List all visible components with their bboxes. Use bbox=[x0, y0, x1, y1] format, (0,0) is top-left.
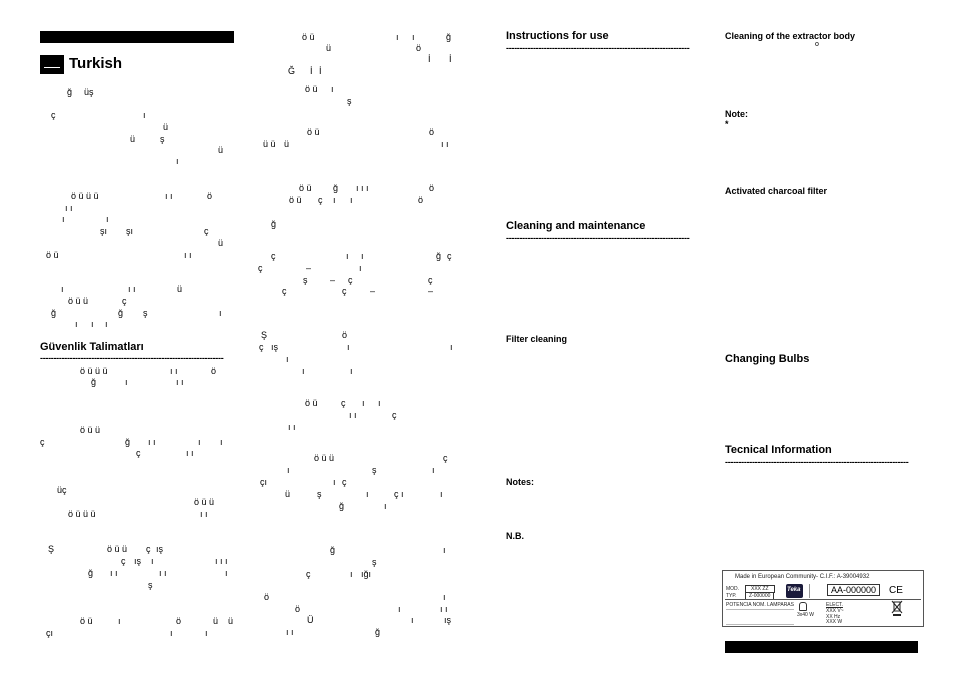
fragment: ı bbox=[350, 195, 353, 205]
fragment: ö ü bbox=[289, 195, 302, 205]
fragment: ğ bbox=[67, 87, 73, 97]
fragment: ö ü ü ü bbox=[71, 191, 99, 201]
fragment: ü bbox=[285, 489, 291, 499]
fragment: ı bbox=[176, 156, 179, 166]
ce-mark: CE bbox=[889, 585, 903, 596]
fragment: ö ü bbox=[80, 616, 93, 626]
note-asterisk: * bbox=[725, 119, 729, 129]
watts-value: 3x40 W bbox=[797, 612, 814, 618]
fragment: çı bbox=[46, 628, 54, 638]
fragment: ş bbox=[372, 557, 377, 567]
brand-logo bbox=[786, 584, 803, 598]
fragment: ı ı bbox=[128, 284, 136, 294]
fragment: ğ bbox=[51, 308, 57, 318]
degree-symbol: o bbox=[815, 41, 819, 48]
fragment: ö ü ü bbox=[194, 497, 215, 507]
fragment: ı bbox=[350, 366, 353, 376]
fragment: ö ü ü bbox=[314, 453, 335, 463]
fragment: şı bbox=[126, 226, 134, 236]
fragment: ğ bbox=[333, 183, 339, 193]
typ-label: TYP. bbox=[726, 593, 737, 599]
fragment: ı bbox=[362, 398, 365, 408]
fragment: İ bbox=[310, 66, 313, 76]
fragment: ı ı bbox=[286, 627, 294, 637]
instructions-heading-rule: -------------------------------------------------------------------- bbox=[506, 43, 690, 53]
brand-logo-text: Teka bbox=[787, 587, 801, 593]
made-in-text: Made in European Community- C.I.F.: A-39004932 bbox=[735, 574, 870, 580]
fragment: ö bbox=[429, 127, 435, 137]
fragment: ç bbox=[306, 569, 311, 579]
fragment: ış bbox=[271, 342, 279, 352]
fragment: ı bbox=[205, 628, 208, 638]
fragment: ış bbox=[444, 615, 452, 625]
fragment: ş bbox=[347, 96, 352, 106]
charcoal-heading: Activated charcoal filter bbox=[725, 186, 828, 196]
fragment: ı bbox=[398, 604, 401, 614]
fragment: ç bbox=[342, 477, 347, 487]
fragment: ı bbox=[333, 477, 336, 487]
fragment: ç bbox=[342, 286, 347, 296]
bulb-icon bbox=[799, 602, 807, 611]
technical-heading: Tecnical Information bbox=[725, 444, 832, 456]
fragment: ş bbox=[148, 580, 153, 590]
fragment: ı ı bbox=[65, 203, 73, 213]
fragment: ış bbox=[134, 556, 142, 566]
fragment: ğ bbox=[271, 219, 277, 229]
fragment: ü bbox=[177, 284, 183, 294]
fragment: ç bbox=[122, 296, 127, 306]
fragment: ğ bbox=[91, 377, 97, 387]
fragment: üş bbox=[84, 87, 94, 97]
fragment: İ bbox=[428, 54, 431, 64]
fragment: Ş bbox=[48, 544, 55, 554]
fragment: ığı bbox=[361, 569, 372, 579]
fragment: ı bbox=[331, 84, 334, 94]
fragment: ö ü bbox=[302, 32, 315, 42]
fragment: üç bbox=[57, 485, 67, 495]
instructions-heading: Instructions for use bbox=[506, 30, 609, 42]
fragment: ı ı bbox=[170, 366, 178, 376]
fragment: ş bbox=[372, 465, 377, 475]
fragment: ö bbox=[418, 195, 424, 205]
fragment: ç bbox=[204, 226, 209, 236]
fragment: ç bbox=[282, 286, 287, 296]
fragment: ç bbox=[146, 544, 151, 554]
fragment: ü bbox=[228, 616, 234, 626]
fragment: ı bbox=[105, 319, 108, 329]
fragment: ı ı bbox=[288, 422, 296, 432]
fragment: ç bbox=[392, 410, 397, 420]
fragment: ç bbox=[428, 275, 433, 285]
elect-label: ELECT. bbox=[826, 602, 843, 608]
fragment: ö bbox=[207, 191, 213, 201]
fragment: ğ bbox=[339, 501, 345, 511]
fragment: ı bbox=[198, 437, 201, 447]
small-text-lines bbox=[726, 609, 794, 625]
fragment: ı bbox=[302, 366, 305, 376]
fragment: ı ı ı bbox=[215, 556, 228, 566]
language-square-line bbox=[44, 67, 60, 68]
fragment: ı bbox=[118, 616, 121, 626]
fragment: ı bbox=[91, 319, 94, 329]
fragment: ş bbox=[143, 308, 148, 318]
fragment: ı bbox=[384, 501, 387, 511]
fragment: çı bbox=[260, 477, 268, 487]
mod-value: XXX ZZ bbox=[745, 585, 775, 593]
fragment: ö bbox=[429, 183, 435, 193]
fragment: ı ı bbox=[440, 604, 448, 614]
language-title: Turkish bbox=[69, 55, 123, 72]
cleaning-heading: Cleaning and maintenance bbox=[506, 220, 646, 232]
fragment: ı ı bbox=[165, 191, 173, 201]
fragment: ö ü ü ü bbox=[68, 509, 96, 519]
fragment: Ğ bbox=[288, 66, 296, 76]
fragment: ı ı bbox=[441, 139, 449, 149]
elect-value-voltage: XXX V~ bbox=[826, 608, 844, 614]
fragment: – bbox=[370, 286, 376, 296]
fragment: ö ü bbox=[307, 127, 320, 137]
fragment: ü ü bbox=[263, 139, 276, 149]
fragment: ı bbox=[359, 263, 362, 273]
fragment: ı bbox=[225, 568, 228, 578]
fragment: Ş bbox=[261, 330, 268, 340]
fragment: ç bbox=[51, 110, 56, 120]
fragment: ü bbox=[284, 139, 290, 149]
fragment: ö bbox=[264, 592, 270, 602]
cleaning-heading-rule: -------------------------------------------------------------------- bbox=[506, 233, 690, 243]
fragment: ı bbox=[350, 569, 353, 579]
fragment: ı bbox=[347, 342, 350, 352]
fragment: ı bbox=[287, 465, 290, 475]
fragment: ş bbox=[303, 275, 308, 285]
fragment: ğ bbox=[436, 251, 442, 261]
fragment: ı bbox=[432, 465, 435, 475]
fragment: ı bbox=[443, 592, 446, 602]
fragment: ö bbox=[295, 604, 301, 614]
fragment: ö ü bbox=[305, 398, 318, 408]
fragment: ç bbox=[40, 437, 45, 447]
fragment: ü bbox=[218, 145, 224, 155]
safety-heading-rule: -------------------------------------------------------------------- bbox=[40, 353, 224, 363]
fragment: ı bbox=[450, 342, 453, 352]
fragment: ü bbox=[218, 238, 224, 248]
fragment: ı bbox=[220, 437, 223, 447]
fragment: ı bbox=[125, 377, 128, 387]
fragment: ö ü ü ü bbox=[80, 366, 108, 376]
footer-bar-right bbox=[725, 641, 918, 653]
fragment: ç ı bbox=[394, 489, 404, 499]
note-label: Note: bbox=[725, 109, 748, 119]
fragment: ü bbox=[163, 122, 169, 132]
fragment: ış bbox=[156, 544, 164, 554]
fragment: ğ bbox=[446, 32, 452, 42]
bulbs-heading: Changing Bulbs bbox=[725, 353, 810, 365]
fragment: ğ bbox=[118, 308, 124, 318]
fragment: ı ı bbox=[349, 410, 357, 420]
fragment: ı bbox=[366, 489, 369, 499]
fragment: ı ı bbox=[184, 250, 192, 260]
fragment: ü bbox=[326, 43, 332, 53]
serial-code: AA-000000 bbox=[827, 584, 880, 596]
fragment: ı ı bbox=[176, 377, 184, 387]
fragment: ğ bbox=[125, 437, 131, 447]
fragment: – bbox=[428, 286, 434, 296]
fragment: ı ı bbox=[186, 448, 194, 458]
fragment: ç bbox=[258, 263, 263, 273]
elect-value-power: XXX W bbox=[826, 619, 843, 625]
fragment: ı ı bbox=[200, 509, 208, 519]
header-bar-left bbox=[40, 31, 233, 43]
fragment: Ü bbox=[307, 615, 314, 625]
fragment: ı bbox=[443, 545, 446, 555]
fragment: ı bbox=[346, 251, 349, 261]
fragment: ç bbox=[443, 453, 448, 463]
power-label: POTENCIA NOM. LAMPARAS bbox=[726, 602, 794, 608]
weee-bin-icon bbox=[891, 600, 903, 616]
fragment: ğ bbox=[375, 627, 381, 637]
header-bar-left-tick bbox=[233, 31, 234, 43]
fragment: ı bbox=[170, 628, 173, 638]
fragment: ö ü bbox=[305, 84, 318, 94]
fragment: ı ı bbox=[159, 568, 167, 578]
mod-label: MOD. bbox=[726, 586, 740, 592]
fragment: ö ü ü bbox=[107, 544, 128, 554]
fragment: ü bbox=[213, 616, 219, 626]
fragment: şı bbox=[100, 226, 108, 236]
fragment: ı bbox=[61, 284, 64, 294]
fragment: ş bbox=[317, 489, 322, 499]
fragment: ç bbox=[341, 398, 346, 408]
rating-label bbox=[722, 570, 924, 627]
fragment: ö bbox=[211, 366, 217, 376]
language-square bbox=[40, 55, 64, 74]
fragment: ı bbox=[333, 195, 336, 205]
fragment: ş bbox=[160, 134, 165, 144]
fragment: ı bbox=[396, 32, 399, 42]
fragment: ö ü ü bbox=[68, 296, 89, 306]
fragment: ı ı bbox=[148, 437, 156, 447]
fragment: ö bbox=[416, 43, 422, 53]
fragment: ı ı ı bbox=[356, 183, 369, 193]
fragment: ç bbox=[271, 251, 276, 261]
fragment: ı bbox=[286, 354, 289, 364]
fragment: ö ü bbox=[299, 183, 312, 193]
fragment: ı bbox=[361, 251, 364, 261]
fragment: ı bbox=[75, 319, 78, 329]
fragment: ı bbox=[106, 214, 109, 224]
fragment: – bbox=[330, 275, 336, 285]
fragment: – bbox=[306, 263, 312, 273]
fragment: ü bbox=[130, 134, 136, 144]
fragment: ç bbox=[121, 556, 126, 566]
small-print-block bbox=[809, 584, 826, 598]
fragment: ç bbox=[136, 448, 141, 458]
fragment: İ bbox=[319, 66, 322, 76]
fragment: ğ bbox=[88, 568, 94, 578]
fragment: ı bbox=[411, 615, 414, 625]
filter-cleaning-heading: Filter cleaning bbox=[506, 334, 568, 344]
fragment: ç bbox=[447, 251, 452, 261]
fragment: ı bbox=[412, 32, 415, 42]
technical-heading-rule: -------------------------------------------------------------------- bbox=[725, 457, 909, 467]
fragment: ö ü bbox=[46, 250, 59, 260]
fragment: İ bbox=[449, 54, 452, 64]
fragment: ı bbox=[143, 110, 146, 120]
fragment: ğ bbox=[330, 545, 336, 555]
safety-heading: Güvenlik Talimatları bbox=[40, 341, 144, 353]
elect-value-frequency: XX Hz bbox=[826, 614, 841, 620]
fragment: ı bbox=[151, 556, 154, 566]
extractor-body-heading: Cleaning of the extractor body bbox=[725, 31, 856, 41]
fragment: ı bbox=[440, 489, 443, 499]
fragment: ı bbox=[219, 308, 222, 318]
fragment: ç bbox=[259, 342, 264, 352]
nb-label: N.B. bbox=[506, 531, 524, 541]
fragment: ç bbox=[348, 275, 353, 285]
fragment: ö ü ü bbox=[80, 425, 101, 435]
typ-value: Z-000000 bbox=[745, 592, 774, 600]
fragment: ı bbox=[62, 214, 65, 224]
fragment: ö bbox=[342, 330, 348, 340]
fragment: ö bbox=[176, 616, 182, 626]
notes-label: Notes: bbox=[506, 477, 535, 487]
fragment: ı ı bbox=[110, 568, 118, 578]
fragment: ı bbox=[378, 398, 381, 408]
fragment: ç bbox=[318, 195, 323, 205]
